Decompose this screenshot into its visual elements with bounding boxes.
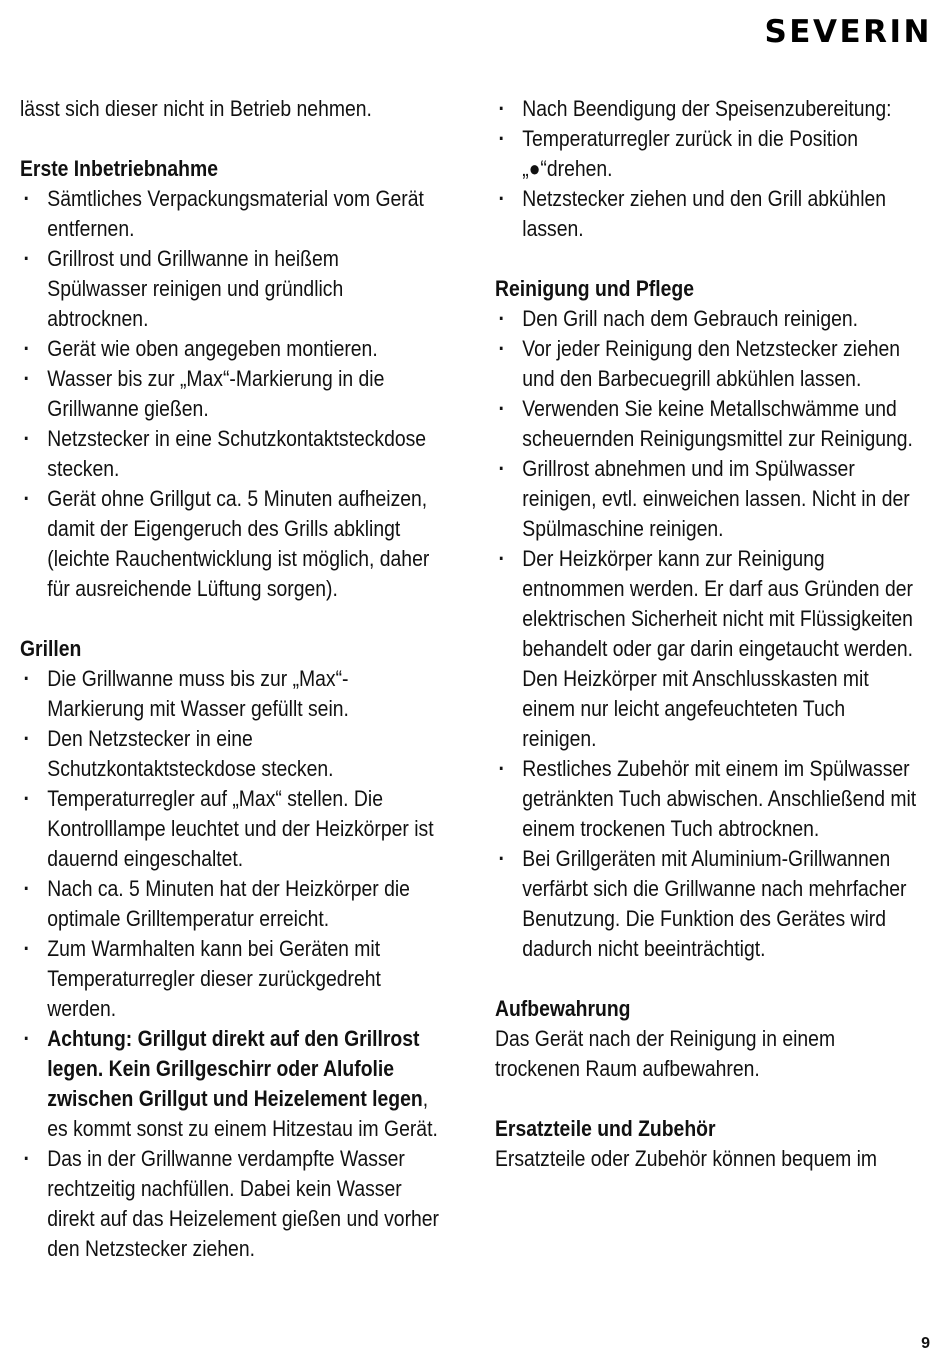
list-item: · Sämtliches Verpackungsmaterial vom Gerät entfernen. <box>20 184 444 244</box>
list-item: · Temperaturregler zurück in die Position „●“drehen. <box>495 124 924 184</box>
list-item: · Den Grill nach dem Gebrauch reinigen. <box>495 304 924 334</box>
heading-grilling: Grillen <box>20 636 82 661</box>
list-item: · Verwenden Sie keine Metallschwämme und scheuernden Reinigungsmittel zur Reinigung. <box>495 394 924 454</box>
list-item: · Grillrost und Grillwanne in heißem Spülwasser reinigen und gründlich abtrocknen. <box>20 244 444 334</box>
heading-spares: Ersatzteile und Zubehör <box>495 1116 716 1141</box>
list-item: · Wasser bis zur „Max“-Markierung in die Grillwanne gießen. <box>20 364 444 424</box>
list-item: · Temperaturregler auf „Max“ stellen. Die Kontrolllampe leuchtet und der Heizkörper ist dauernd eingeschaltet. <box>20 784 444 874</box>
spares-text: Ersatzteile oder Zubehör können bequem im <box>495 1146 878 1171</box>
list-item: · Netzstecker ziehen und den Grill abkühlen lassen. <box>495 184 924 244</box>
warning-bold-text: Achtung: Grillgut direkt auf den Grillrost legen. Kein Grillgeschirr oder Alufolie zwischen Grillgut und Heizelement legen <box>47 1026 423 1111</box>
list-item: · Die Grillwanne muss bis zur „Max“-Markierung mit Wasser gefüllt sein. <box>20 664 444 724</box>
list-item: · Netzstecker in eine Schutzkontaktsteckdose stecken. <box>20 424 444 484</box>
first-use-list <box>20 184 444 604</box>
right-column <box>495 94 924 1174</box>
list-item: · Bei Grillgeräten mit Aluminium-Grillwannen verfärbt sich die Grillwanne nach mehrfacher Benutzung. Die Funktion des Gerätes wird dadurch nicht beeinträchtigt. <box>495 844 924 964</box>
list-item: · Den Netzstecker in eine Schutzkontaktsteckdose stecken. <box>20 724 444 784</box>
list-item: · Nach Beendigung der Speisenzubereitung: <box>495 94 924 124</box>
heading-cleaning: Reinigung und Pflege <box>495 276 694 301</box>
heading-first-use: Erste Inbetriebnahme <box>20 156 218 181</box>
list-item: · Zum Warmhalten kann bei Geräten mit Temperaturregler dieser zurückgedreht werden. <box>20 934 444 1024</box>
page-number: 9 <box>921 1335 930 1352</box>
list-item: · Restliches Zubehör mit einem im Spülwasser getränkten Tuch abwischen. Anschließend mit einem trockenen Tuch abtrocknen. <box>495 754 924 844</box>
heading-storage: Aufbewahrung <box>495 996 631 1021</box>
list-item: · Grillrost abnehmen und im Spülwasser reinigen, evtl. einweichen lassen. Nicht in der Spülmaschine reinigen. <box>495 454 924 544</box>
after-use-list <box>495 94 924 244</box>
grilling-list <box>20 664 444 1264</box>
left-column <box>20 94 444 1264</box>
warning-item <box>20 1024 444 1144</box>
list-item: · Das in der Grillwanne verdampfte Wasser rechtzeitig nachfüllen. Dabei kein Wasser direkt auf das Heizelement gießen und vorher den Netzstecker ziehen. <box>20 1144 444 1264</box>
brand-logo: SEVERIN <box>764 14 932 50</box>
intro-text: lässt sich dieser nicht in Betrieb nehmen. <box>20 96 372 121</box>
list-item: · Nach ca. 5 Minuten hat der Heizkörper die optimale Grilltemperatur erreicht. <box>20 874 444 934</box>
list-item: · Vor jeder Reinigung den Netzstecker ziehen und den Barbecuegrill abkühlen lassen. <box>495 334 924 394</box>
warning-rest-text: , es kommt sonst zu einem Hitzestau im Gerät. <box>47 1086 438 1141</box>
storage-text: Das Gerät nach der Reinigung in einem trockenen Raum aufbewahren. <box>495 1026 836 1081</box>
list-item: · Der Heizkörper kann zur Reinigung entnommen werden. Er darf aus Gründen der elektrischen Sicherheit nicht mit Flüssigkeiten behandelt oder gar darin eingetaucht werden. Den Heizkörper mit Anschlusskasten mit einem nur leicht angefeuchteten Tuch reinigen. <box>495 544 924 754</box>
list-item: · Gerät ohne Grillgut ca. 5 Minuten aufheizen, damit der Eigengeruch des Grills abklingt (leichte Rauchentwicklung ist möglich, daher für ausreichende Lüftung sorgen). <box>20 484 444 604</box>
list-item: · Gerät wie oben angegeben montieren. <box>20 334 444 364</box>
cleaning-list <box>495 304 924 964</box>
